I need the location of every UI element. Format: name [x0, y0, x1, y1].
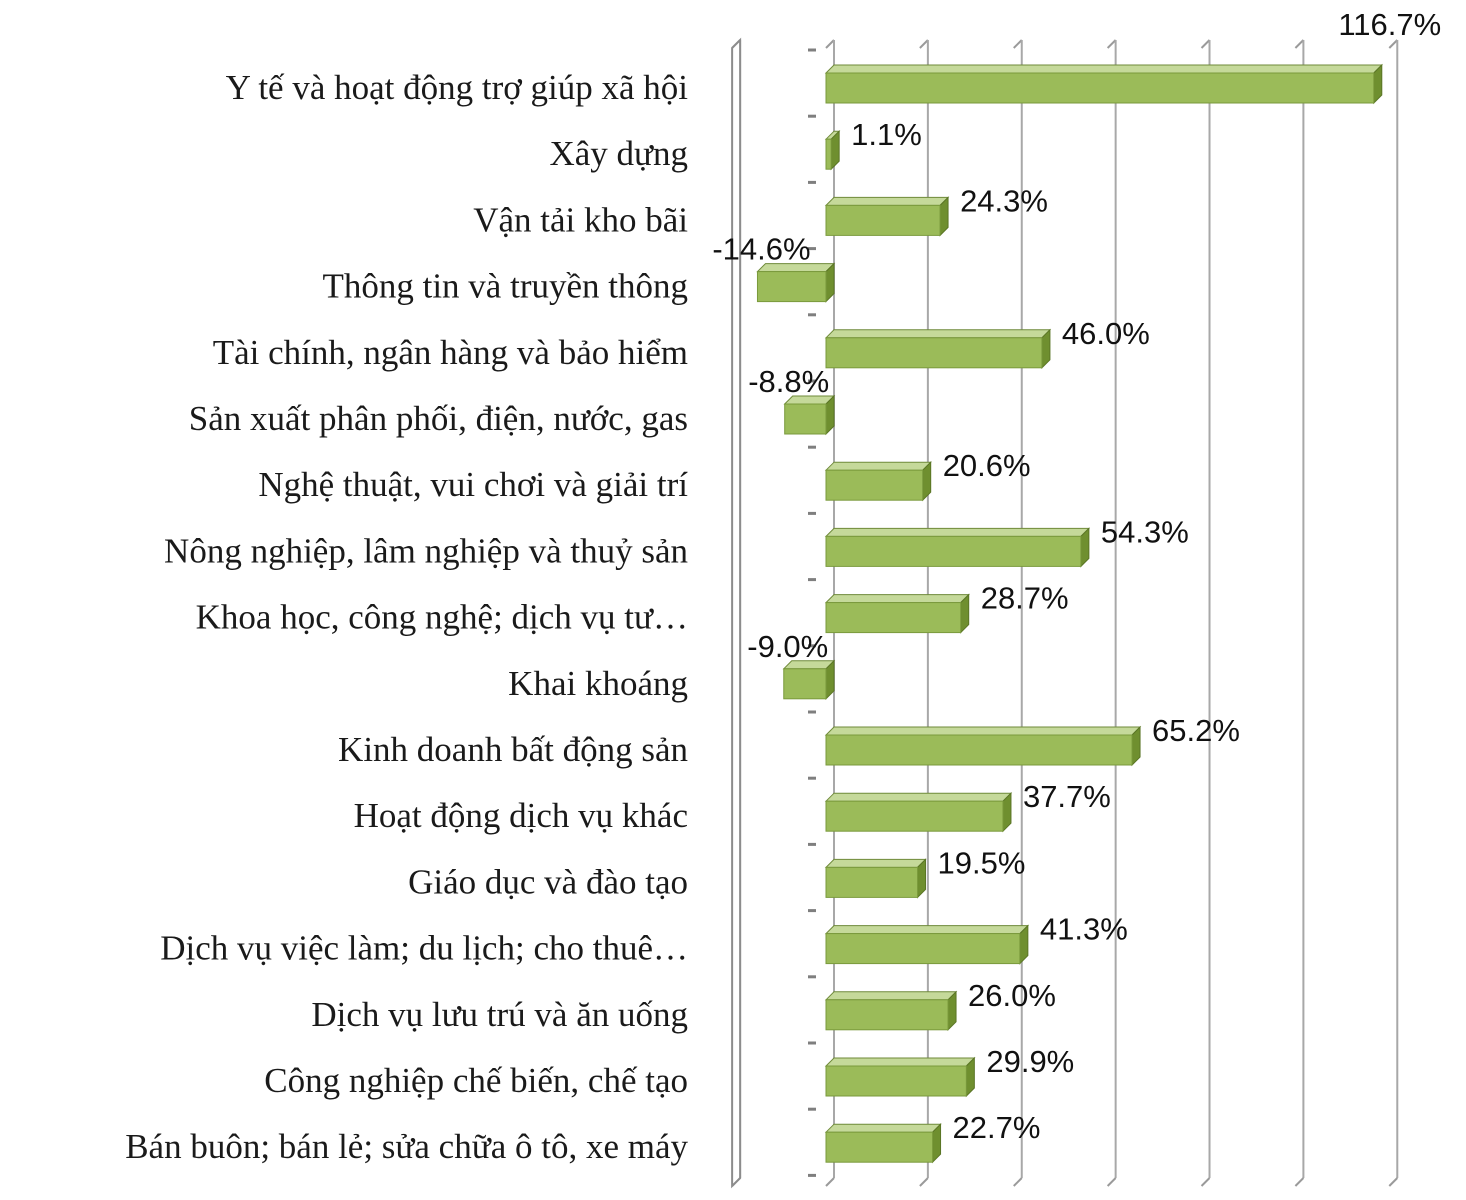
data-label: 65.2%: [1152, 713, 1240, 748]
bar: [826, 595, 969, 633]
gridline-top-bevel: [1014, 40, 1022, 48]
data-label: 116.7%: [1338, 7, 1442, 42]
data-label: -8.8%: [748, 364, 830, 399]
category-label: Bán buôn; bán lẻ; sửa chữa ô tô, xe máy: [125, 1127, 688, 1167]
bar-front-face: [826, 470, 923, 500]
bar: [826, 1124, 941, 1162]
bar-top-face: [826, 65, 1382, 73]
bar-top-face: [826, 1058, 974, 1066]
gridline-top-bevel: [920, 40, 928, 48]
bar-front-face: [757, 272, 826, 302]
bar-front-face: [826, 1000, 948, 1030]
category-label: Khoa học, công nghệ; dịch vụ tư…: [195, 597, 688, 637]
bar: [826, 793, 1011, 831]
bar-front-face: [826, 801, 1003, 831]
bar-top-face: [826, 859, 926, 867]
data-label: 28.7%: [980, 580, 1069, 616]
gridline-bottom-bevel: [920, 1178, 928, 1186]
data-label: 19.5%: [937, 845, 1026, 881]
bar-front-face: [784, 669, 826, 699]
gridline-top-bevel: [1202, 40, 1210, 48]
category-label: Hoạt động dịch vụ khác: [353, 796, 688, 836]
bar: [784, 661, 834, 699]
data-label: 37.7%: [1022, 779, 1111, 815]
data-label: 41.3%: [1039, 911, 1128, 947]
category-label: Giáo dục và đào tạo: [408, 862, 688, 902]
bar: [826, 197, 948, 235]
bar: [826, 462, 931, 500]
bar-top-face: [826, 462, 931, 470]
data-label: 29.9%: [986, 1044, 1075, 1079]
category-label: Khai khoáng: [508, 663, 688, 703]
bar-front-face: [826, 139, 831, 169]
bar-front-face: [826, 735, 1132, 765]
bar-front-face: [826, 603, 961, 633]
bar-front-face: [785, 404, 826, 434]
data-label: 20.6%: [942, 448, 1031, 484]
axis-wall: [732, 40, 740, 1186]
category-label: Kinh doanh bất động sản: [338, 730, 688, 769]
bar-front-face: [826, 205, 940, 235]
bar-front-face: [826, 1132, 933, 1162]
category-label: Công nghiệp chế biến, chế tạo: [264, 1061, 688, 1100]
bar: [826, 859, 926, 897]
bar-front-face: [826, 934, 1020, 964]
category-label: Nghệ thuật, vui chơi và giải trí: [258, 465, 688, 505]
gridline-bottom-bevel: [1389, 1178, 1397, 1186]
bar-top-face: [826, 197, 948, 205]
bar-top-face: [826, 992, 956, 1000]
bar-front-face: [826, 536, 1081, 566]
bar: [785, 396, 834, 434]
bar-front-face: [826, 867, 918, 897]
bar: [826, 727, 1140, 765]
bar: [757, 264, 834, 302]
bar-front-face: [826, 1066, 966, 1096]
category-label: Y tế và hoạt động trợ giúp xã hội: [225, 68, 688, 107]
bar-top-face: [826, 926, 1028, 934]
gridline-bottom-bevel: [1108, 1178, 1116, 1186]
bar-top-face: [826, 528, 1089, 536]
data-label: 46.0%: [1061, 315, 1150, 351]
bar: [826, 131, 839, 169]
gridline-top-bevel: [1295, 40, 1303, 48]
data-label: -9.0%: [747, 628, 829, 664]
category-label: Nông nghiệp, lâm nghiệp và thuỷ sản: [164, 531, 688, 571]
category-label: Dịch vụ lưu trú và ăn uống: [311, 994, 688, 1034]
gridline-top-bevel: [826, 40, 834, 48]
bar-top-face: [826, 595, 969, 603]
bar: [826, 65, 1382, 103]
category-label: Tài chính, ngân hàng và bảo hiểm: [212, 332, 688, 372]
bar: [826, 992, 956, 1030]
bar: [826, 528, 1089, 566]
category-label: Vận tải kho bãi: [473, 200, 688, 240]
bar-top-face: [826, 330, 1050, 338]
bar-top-face: [826, 1124, 941, 1132]
data-label: 1.1%: [851, 117, 922, 153]
gridline-top-bevel: [1108, 40, 1116, 48]
gridline-bottom-bevel: [1295, 1178, 1303, 1186]
data-label: -14.6%: [712, 231, 811, 267]
category-label: Dịch vụ việc làm; du lịch; cho thuê…: [160, 928, 688, 968]
bar: [826, 330, 1050, 368]
data-label: 26.0%: [968, 977, 1056, 1013]
gridline-bottom-bevel: [1014, 1178, 1022, 1186]
bars: [757, 65, 1381, 1162]
labels: [125, 7, 1441, 1166]
bar-top-face: [826, 793, 1011, 801]
category-label: Sản xuất phân phối, điện, nước, gas: [188, 399, 688, 438]
category-label: Xây dựng: [549, 134, 688, 174]
bar: [826, 1058, 974, 1096]
bar: [826, 926, 1028, 964]
bar-front-face: [826, 73, 1374, 103]
gridline-bottom-bevel: [1202, 1178, 1210, 1186]
category-label: Thông tin và truyền thông: [322, 266, 688, 306]
bar-front-face: [826, 338, 1042, 368]
data-label: 54.3%: [1100, 514, 1189, 550]
bar-top-face: [826, 727, 1140, 735]
data-label: 24.3%: [960, 183, 1048, 219]
data-label: 22.7%: [952, 1110, 1041, 1146]
gridline-bottom-bevel: [826, 1178, 834, 1186]
